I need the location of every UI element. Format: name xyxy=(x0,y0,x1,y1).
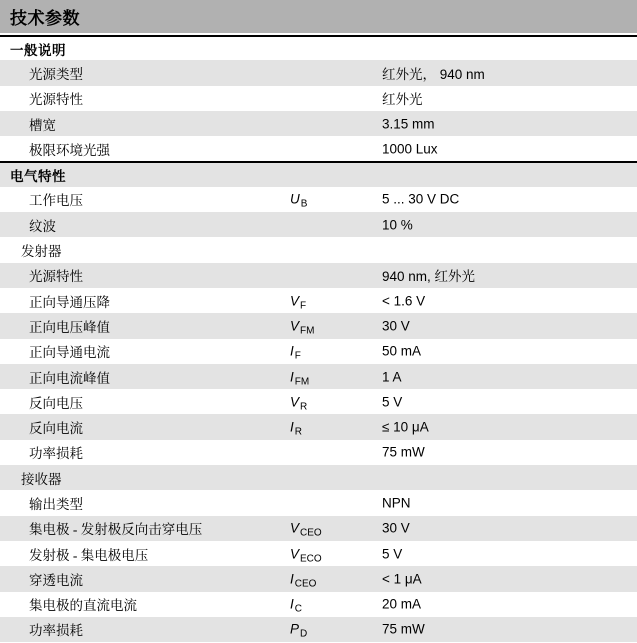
symbol-base: V xyxy=(290,293,300,309)
row-value: 1000 Lux xyxy=(382,141,438,157)
table-row xyxy=(0,566,637,591)
row-value: 20 mA xyxy=(382,596,422,612)
symbol-subscript: F xyxy=(300,300,307,312)
symbol-subscript: FM xyxy=(300,325,315,337)
table-row xyxy=(0,187,637,212)
row-symbol xyxy=(290,546,322,565)
row-label: 输出类型 xyxy=(29,496,83,512)
row-symbol xyxy=(290,621,308,640)
symbol-base: I xyxy=(290,571,294,587)
row-label: 功率损耗 xyxy=(29,623,83,639)
row-label: 光源特性 xyxy=(29,269,83,285)
table-row xyxy=(0,617,637,642)
row-label: 光源类型 xyxy=(29,66,83,82)
table-row xyxy=(0,339,637,364)
row-symbol xyxy=(290,318,315,337)
row-symbol xyxy=(290,520,322,539)
table-row xyxy=(0,414,637,439)
symbol-base: V xyxy=(290,520,300,536)
table-row xyxy=(0,288,637,313)
row-label: 功率损耗 xyxy=(29,446,83,462)
symbol-base: P xyxy=(290,621,300,637)
symbol-base: V xyxy=(290,318,300,334)
row-value: 75 mW xyxy=(382,444,425,460)
row-value: 3.15 mm xyxy=(382,116,435,132)
row-label: 工作电压 xyxy=(29,193,83,209)
row-label: 光源特性 xyxy=(29,92,83,108)
subsection-row xyxy=(0,237,637,262)
page-title: 技术参数 xyxy=(10,9,80,28)
row-value: 75 mW xyxy=(382,621,425,637)
row-value: 30 V xyxy=(382,520,410,536)
row-label: 一般说明 xyxy=(10,42,66,58)
table-row xyxy=(0,516,637,541)
row-label: 发射极 - 集电极电压 xyxy=(29,547,149,563)
symbol-base: V xyxy=(290,394,300,410)
symbol-subscript: CEO xyxy=(294,578,317,590)
header-bar xyxy=(0,0,637,33)
row-symbol xyxy=(290,369,310,387)
row-symbol xyxy=(290,571,317,590)
row-label: 反向电流 xyxy=(29,421,83,437)
row-symbol xyxy=(290,596,302,615)
row-label: 槽宽 xyxy=(29,117,56,133)
row-label: 反向电压 xyxy=(29,395,83,411)
row-value: < 1 μA xyxy=(382,571,422,587)
row-value: 5 V xyxy=(382,394,403,410)
row-value: 1 A xyxy=(382,369,402,384)
symbol-subscript: D xyxy=(300,628,308,640)
symbol-subscript: ECO xyxy=(300,553,322,565)
table-row xyxy=(0,263,637,288)
symbol-subscript: R xyxy=(300,401,308,413)
row-label: 集电极的直流电流 xyxy=(29,598,137,614)
row-label: 正向导通压降 xyxy=(29,294,110,310)
tech-params-table xyxy=(0,35,637,642)
row-symbol xyxy=(290,419,302,438)
row-value: 5 ... 30 V DC xyxy=(382,191,460,207)
section-row xyxy=(0,35,637,60)
symbol-subscript: FM xyxy=(294,376,310,387)
table-row xyxy=(0,592,637,617)
section-row xyxy=(0,161,637,186)
row-label: 接收器 xyxy=(21,471,62,487)
row-label: 集电极 - 发射极反向击穿电压 xyxy=(29,522,203,538)
row-symbol xyxy=(290,394,308,413)
row-value: 940 nm, 红外光 xyxy=(382,269,476,285)
table-row xyxy=(0,440,637,465)
table-row xyxy=(0,364,637,389)
table-row xyxy=(0,60,637,85)
row-label: 正向电压峰值 xyxy=(29,319,110,335)
row-value: < 1.6 V xyxy=(382,293,426,309)
table-row xyxy=(0,490,637,515)
table-row xyxy=(0,541,637,566)
row-value: 红外光 xyxy=(382,92,423,108)
table-row xyxy=(0,389,637,414)
symbol-subscript: C xyxy=(294,603,302,615)
row-label: 电气特性 xyxy=(10,169,66,185)
row-value: 红外光， 940 nm xyxy=(382,66,485,82)
table-row xyxy=(0,111,637,136)
row-label: 纹波 xyxy=(29,218,56,234)
table-row xyxy=(0,212,637,237)
symbol-base: U xyxy=(290,191,300,207)
symbol-subscript: R xyxy=(294,426,302,438)
row-value: 50 mA xyxy=(382,343,422,359)
symbol-base: V xyxy=(290,546,300,562)
row-label: 极限环境光强 xyxy=(29,142,110,158)
row-label: 正向电流峰值 xyxy=(29,370,110,386)
row-symbol xyxy=(290,191,308,210)
symbol-base: I xyxy=(290,343,294,359)
row-symbol xyxy=(290,293,307,312)
row-label: 正向导通电流 xyxy=(29,345,110,361)
row-label: 穿透电流 xyxy=(29,572,83,588)
row-label: 发射器 xyxy=(21,244,62,260)
subsection-row xyxy=(0,465,637,490)
table-row xyxy=(0,313,637,338)
row-value: 30 V xyxy=(382,318,410,334)
row-value: 10 % xyxy=(382,217,413,233)
table-row xyxy=(0,86,637,111)
symbol-base: I xyxy=(290,419,294,435)
row-value: ≤ 10 μA xyxy=(382,419,429,435)
symbol-subscript: F xyxy=(294,350,301,362)
row-value: 5 V xyxy=(382,546,403,562)
table-row xyxy=(0,136,637,161)
symbol-subscript: B xyxy=(300,198,308,210)
row-symbol xyxy=(290,343,301,362)
symbol-base: I xyxy=(290,596,294,612)
symbol-base: I xyxy=(290,369,294,384)
row-value: NPN xyxy=(382,495,411,511)
symbol-subscript: CEO xyxy=(300,527,322,539)
